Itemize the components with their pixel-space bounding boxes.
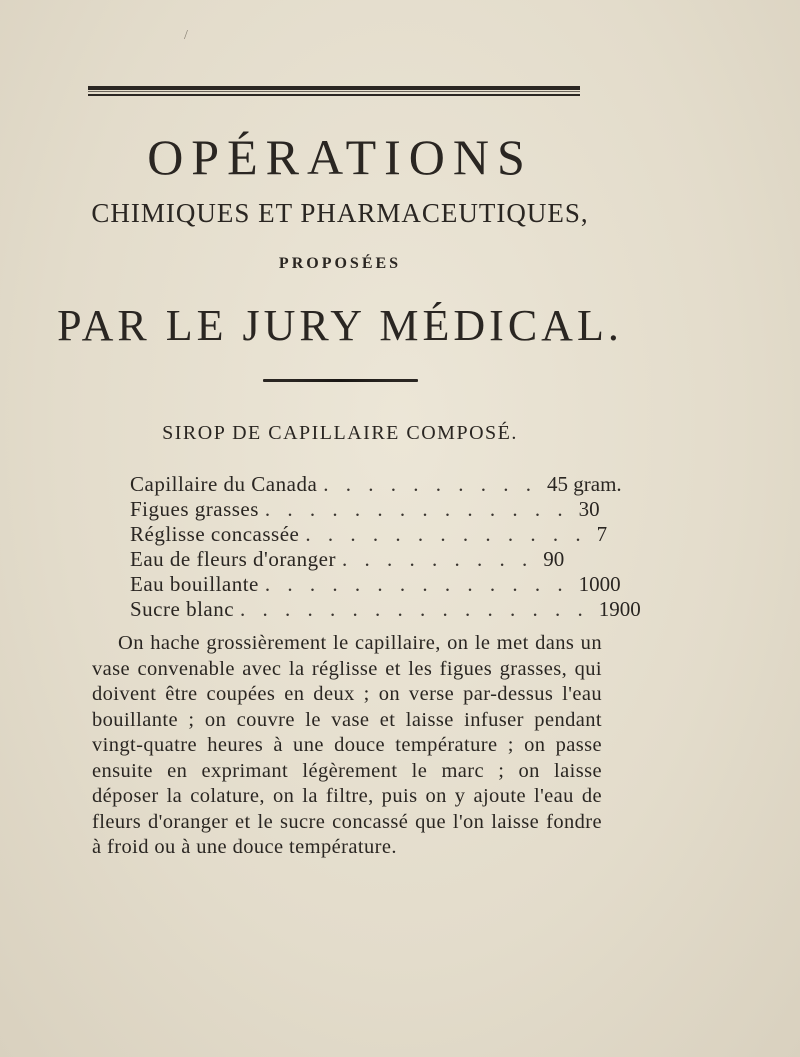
ingredient-row [130, 472, 622, 497]
section-title: SIROP DE CAPILLAIRE COMPOSÉ. [162, 422, 518, 444]
top-rule [88, 86, 580, 96]
leader-dots: . . . . . . . . . . . . . . . . [240, 597, 589, 621]
page-subtitle: CHIMIQUES ET PHARMACEUTIQUES, [91, 198, 589, 228]
ingredient-row [130, 522, 608, 547]
leader-dots: . . . . . . . . . . . . . . [264, 572, 569, 596]
ingredient-quantity: 90 [543, 547, 565, 571]
ingredient-row [130, 547, 590, 572]
corner-mark: / [184, 28, 188, 43]
ingredient-quantity: 1000 [578, 572, 621, 596]
leader-dots: . . . . . . . . . . [323, 472, 538, 496]
leader-dots: . . . . . . . . . . . . . [305, 522, 587, 546]
page-title: OPÉRATIONS [147, 129, 533, 185]
ingredient-quantity: 7 [596, 522, 608, 546]
ingredient-name: Eau de fleurs d'oranger [130, 547, 336, 571]
ingredient-row [130, 597, 641, 622]
proposees-label: PROPOSÉES [278, 255, 402, 272]
ingredient-quantity: 30 [578, 497, 600, 521]
leader-dots: . . . . . . . . . [341, 547, 534, 571]
jury-heading: PAR LE JURY MÉDICAL. [57, 301, 623, 350]
ingredient-row [130, 572, 621, 597]
leader-dots: . . . . . . . . . . . . . . [264, 497, 569, 521]
ingredient-name: Réglisse concassée [130, 522, 300, 546]
ingredient-row [130, 497, 600, 522]
method-paragraph: On hache grossièrement le capillaire, on le met dans un vase convenable avec la réglisse et les figues grasses, qui doivent être coupées en deux ; on verse par-dessus l'eau bouillante ; on couvre le vase et laisse infuser pendant vingt-quatre heures à une douce température ; on passe ensuite en exprimant légèrement le marc ; on laisse déposer la colature, on la filtre, puis on y ajoute l'eau de fleurs d'oranger et le sucre concassé que l'on laisse fondre à froid ou à une douce température. [92, 632, 602, 858]
ingredient-quantity: 1900 [598, 597, 641, 621]
ingredient-list [130, 472, 641, 622]
ingredient-name: Capillaire du Canada [130, 472, 318, 496]
ingredient-name: Sucre blanc [130, 597, 235, 621]
ingredient-name: Eau bouillante [130, 572, 259, 596]
ingredient-quantity: 45 gram. [547, 472, 622, 496]
ingredient-name: Figues grasses [130, 497, 259, 521]
ornamental-rule [263, 379, 418, 382]
